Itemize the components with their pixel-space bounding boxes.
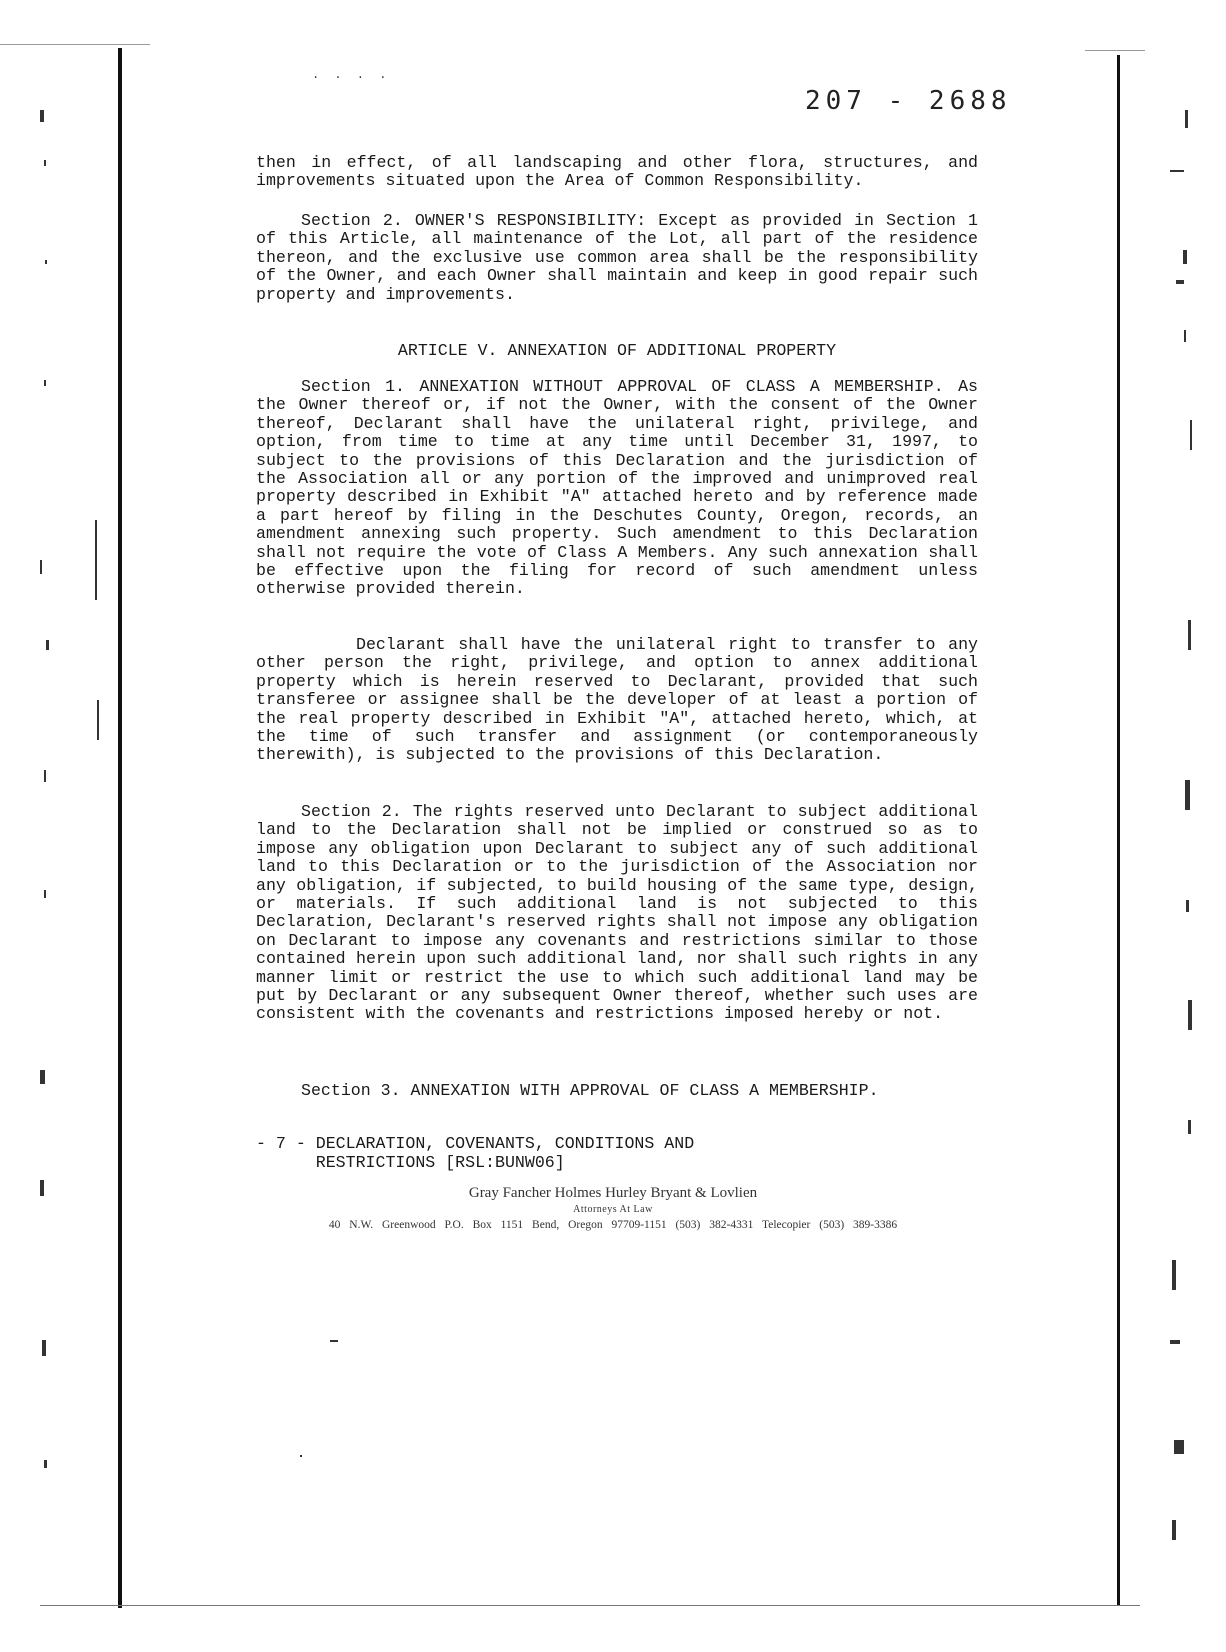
owner-responsibility-paragraph [256,212,978,304]
paragraph-text: Section 2. OWNER'S RESPONSIBILITY: Except as provided in Section 1 of this Article, all maintenance of the Lot, all part of the residence thereon, and the exclusive use common area shall be the responsibility of the Owner, and each Owner shall maintain and keep in good repair such property and improvements. [256,211,978,304]
law-firm-address: 40 N.W. Greenwood P.O. Box 1151 Bend, Oregon 97709-1151 (503) 382-4331 Telecopier (503) 389-3386 [328,1219,898,1231]
annexation-section3-heading [256,1082,978,1100]
paragraph-text: then in effect, of all landscaping and other flora, structures, and improvements situated upon the Area of Common Responsibility. [256,153,978,191]
top-marks: . . . . [312,68,391,82]
document-number: 207 - 2688 [805,86,1012,116]
page-footer-title: - 7 - DECLARATION, COVENANTS, CONDITIONS AND RESTRICTIONS [RSL:BUNW06] [256,1134,695,1172]
paragraph-text: Declarant shall have the unilateral right to transfer to any other person the right, privilege, and option to annex additional property which is herein reserved to Declarant, provided that such transferee or assignee shall be the developer of at least a portion of the real property described in Exhibit "A", attached hereto, which, at the time of such transfer and assignment (or contemporaneously therewith), is subjected to the provisions of this Declaration. [256,635,978,765]
paragraph-text: Section 2. The rights reserved unto Declarant to subject additional land to the Declaration shall not be implied or construed so as to impose any obligation upon Declarant to subject any of such additional land to this Declaration or to the jurisdiction of the Association nor any obligation, if subjected, to build housing of the same type, design, or materials. If such additional land is not subjected to this Declaration, Declarant's reserved rights shall not impose any obligation on Declarant to impose any covenants and restrictions similar to those contained herein upon such additional land, nor shall such rights in any manner limit or restrict the use to which such additional land may be put by Declarant or any subsequent Owner thereof, whether such uses are consistent with the covenants and restrictions imposed hereby or not. [256,802,978,1024]
annexation-section2-paragraph [256,803,978,1024]
law-firm-subtitle: Attorneys At Law [573,1204,653,1215]
article-heading: ARTICLE V. ANNEXATION OF ADDITIONAL PROPERTY [397,341,837,360]
annexation-section1-paragraph [256,378,978,599]
paragraph-text: Section 3. ANNEXATION WITH APPROVAL OF CLASS A MEMBERSHIP. [301,1081,879,1100]
paragraph-text: Section 1. ANNEXATION WITHOUT APPROVAL OF CLASS A MEMBERSHIP. As the Owner thereof or, if not the Owner, with the consent of the Owner thereof, Declarant shall have the unilateral right, privilege, and option, from time to time at any time until December 31, 1997, to subject to the provisions of this Declaration and the jurisdiction of the Association all or any portion of the improved and unimproved real property described in Exhibit "A" attached hereto and by reference made a part hereof by filing in the Deschutes County, Oregon, records, an amendment annexing such property. Such amendment to this Declaration shall not require the vote of Class A Members. Any such annexation shall be effective upon the filing for record of such amendment unless otherwise provided therein. [256,377,978,599]
law-firm-name: Gray Fancher Holmes Hurley Bryant & Lovlien [468,1185,758,1201]
declarant-transfer-paragraph [256,636,978,765]
continuation-paragraph [256,154,978,191]
